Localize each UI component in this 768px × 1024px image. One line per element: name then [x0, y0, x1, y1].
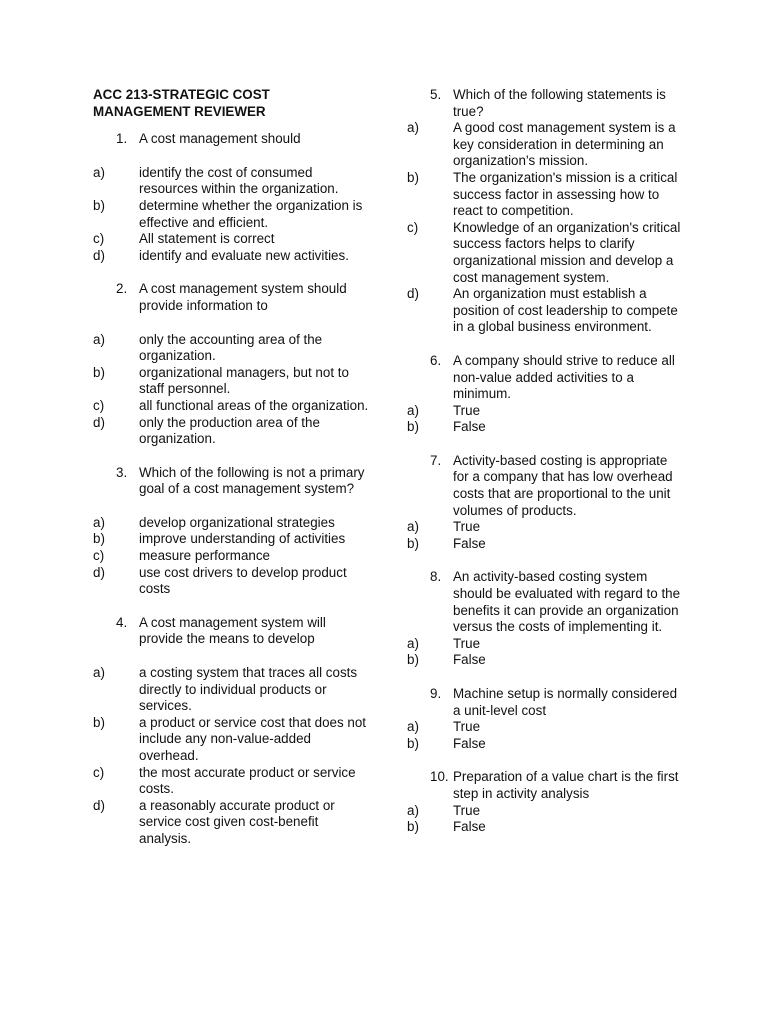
option-text: a product or service cost that does not include any non-value-added overhead.	[139, 714, 367, 763]
question-text: Preparation of a value chart is the first step in activity analysis	[453, 769, 679, 801]
answer-option	[93, 548, 373, 565]
spacer	[93, 498, 373, 515]
option-text: True	[453, 635, 481, 651]
option-text: a costing system that traces all costs directly to individual products or services.	[139, 665, 358, 714]
option-text: only the production area of the organization.	[139, 414, 320, 447]
document-title: ACC 213-STRATEGIC COST MANAGEMENT REVIEWER	[93, 87, 270, 119]
option-letter: c)	[93, 231, 105, 247]
option-text: True	[453, 719, 481, 735]
option-letter: a)	[407, 519, 419, 535]
question-block	[93, 465, 373, 615]
question-stem	[407, 569, 682, 635]
answer-option	[93, 165, 373, 198]
option-text: A good cost management system is a key consideration in determining an organization's mission.	[453, 120, 676, 169]
question-text: Activity-based costing is appropriate for a company that has low overhead costs that are proportional to the unit volumes of products.	[453, 452, 673, 518]
right-column	[407, 87, 682, 836]
option-letter: b)	[407, 735, 419, 751]
option-letter: a)	[407, 635, 419, 651]
question-block	[407, 686, 682, 769]
question-stem	[93, 131, 373, 148]
question-text: Machine setup is normally considered a unit-level cost	[453, 686, 678, 718]
answer-option	[93, 565, 373, 598]
option-text: organizational managers, but not to staff personnel.	[139, 364, 349, 397]
question-stem	[93, 615, 373, 648]
option-text: False	[453, 735, 486, 751]
option-text: all functional areas of the organization.	[139, 397, 369, 413]
answer-option	[407, 403, 682, 420]
option-letter: a)	[407, 120, 419, 136]
left-column	[93, 87, 373, 848]
answer-option	[407, 736, 682, 753]
question-number: 4.	[116, 614, 128, 630]
option-text: identify the cost of consumed resources within the organization.	[139, 164, 339, 197]
answer-option	[407, 120, 682, 170]
spacer	[93, 648, 373, 665]
spacer	[407, 336, 682, 353]
option-text: False	[453, 652, 486, 668]
option-text: An organization must establish a position of cost leadership to compete in a global business environment.	[453, 286, 678, 335]
answer-option	[93, 415, 373, 448]
option-letter: c)	[93, 397, 105, 413]
option-letter: c)	[93, 548, 105, 564]
spacer	[93, 148, 373, 165]
spacer	[407, 752, 682, 769]
option-letter: a)	[407, 802, 419, 818]
question-text: Which of the following is not a primary goal of a cost management system?	[139, 464, 365, 497]
question-block	[407, 453, 682, 570]
question-text: A cost management system should provide information to	[139, 281, 347, 313]
option-list	[93, 515, 373, 598]
option-letter: b)	[93, 197, 105, 213]
answer-option	[93, 398, 373, 415]
option-letter: d)	[93, 247, 105, 263]
question-stem	[407, 686, 682, 719]
option-text: True	[453, 802, 481, 818]
spacer	[407, 669, 682, 686]
question-number: 7.	[430, 452, 442, 468]
option-list	[407, 403, 682, 436]
answer-option	[93, 515, 373, 532]
option-letter: d)	[93, 414, 105, 430]
question-block	[93, 131, 373, 281]
answer-option	[93, 665, 373, 715]
option-letter: a)	[93, 514, 105, 530]
question-number: 10.	[430, 769, 449, 785]
question-block	[407, 87, 682, 353]
spacer	[407, 552, 682, 569]
question-block	[407, 569, 682, 686]
option-text: determine whether the organization is effective and efficient.	[139, 197, 363, 230]
option-text: True	[453, 519, 481, 535]
option-text: only the accounting area of the organization.	[139, 331, 323, 364]
spacer	[93, 448, 373, 465]
option-text: False	[453, 535, 486, 551]
left-question-list	[93, 131, 373, 847]
answer-option	[407, 220, 682, 286]
option-list	[407, 636, 682, 669]
option-letter: b)	[407, 652, 419, 668]
answer-option	[407, 536, 682, 553]
question-number: 8.	[430, 569, 442, 585]
question-stem	[407, 353, 682, 403]
option-list	[407, 803, 682, 836]
option-text: False	[453, 419, 486, 435]
option-letter: a)	[407, 719, 419, 735]
option-text: identify and evaluate new activities.	[139, 247, 349, 263]
answer-option	[407, 652, 682, 669]
option-text: All statement is correct	[139, 231, 275, 247]
answer-option	[407, 819, 682, 836]
question-block	[407, 353, 682, 453]
right-question-list	[407, 87, 682, 836]
answer-option	[93, 531, 373, 548]
option-letter: a)	[93, 665, 105, 681]
option-text: a reasonably accurate product or service cost given cost-benefit analysis.	[139, 797, 335, 846]
option-letter: b)	[93, 714, 105, 730]
option-list	[407, 519, 682, 552]
question-stem	[93, 465, 373, 498]
option-text: develop organizational strategies	[139, 514, 335, 530]
question-stem	[407, 769, 682, 802]
option-letter: d)	[93, 797, 105, 813]
option-list	[93, 665, 373, 848]
question-text: A cost management system will provide the means to develop	[139, 614, 326, 647]
option-letter: c)	[407, 219, 419, 235]
option-list	[407, 719, 682, 752]
option-text: use cost drivers to develop product costs	[139, 564, 347, 597]
question-number: 2.	[116, 281, 128, 297]
answer-option	[93, 798, 373, 848]
spacer	[407, 436, 682, 453]
option-list	[93, 332, 373, 448]
answer-option	[407, 636, 682, 653]
question-text: An activity-based costing system should be evaluated with regard to the benefits it can provide an organization versus the costs of implementing it.	[453, 569, 681, 635]
option-list	[93, 165, 373, 265]
spacer	[93, 264, 373, 281]
question-number: 6.	[430, 352, 442, 368]
option-letter: b)	[407, 535, 419, 551]
option-text: improve understanding of activities	[139, 531, 346, 547]
option-letter: c)	[93, 764, 105, 780]
option-text: False	[453, 819, 486, 835]
answer-option	[93, 248, 373, 265]
option-list	[407, 120, 682, 336]
option-letter: d)	[93, 564, 105, 580]
option-letter: d)	[407, 286, 419, 302]
option-text: Knowledge of an organization's critical success factors helps to clarify organizational mission and develop a cost management system.	[453, 219, 681, 285]
spacer	[93, 315, 373, 332]
option-letter: b)	[407, 419, 419, 435]
answer-option	[407, 419, 682, 436]
question-number: 1.	[116, 131, 128, 147]
answer-option	[407, 719, 682, 736]
answer-option	[407, 803, 682, 820]
answer-option	[407, 170, 682, 220]
option-text: the most accurate product or service costs.	[139, 764, 356, 797]
question-stem	[93, 281, 373, 314]
answer-option	[407, 286, 682, 336]
option-text: measure performance	[139, 548, 270, 564]
question-number: 3.	[116, 464, 128, 480]
question-block	[93, 281, 373, 464]
option-letter: b)	[93, 531, 105, 547]
question-block	[93, 615, 373, 848]
question-text: Which of the following statements is true?	[453, 87, 666, 119]
answer-option	[93, 332, 373, 365]
answer-option	[93, 198, 373, 231]
answer-option	[93, 231, 373, 248]
option-letter: b)	[407, 169, 419, 185]
question-block	[407, 769, 682, 835]
option-letter: b)	[93, 364, 105, 380]
answer-option	[93, 365, 373, 398]
answer-option	[93, 715, 373, 765]
question-text: A company should strive to reduce all non-value added activities to a minimum.	[453, 352, 675, 402]
spacer	[93, 598, 373, 615]
option-text: The organization's mission is a critical success factor in assessing how to react to competition.	[453, 169, 678, 219]
answer-option	[93, 765, 373, 798]
question-stem	[407, 453, 682, 519]
option-letter: a)	[93, 331, 105, 347]
option-letter: b)	[407, 819, 419, 835]
option-letter: a)	[407, 402, 419, 418]
option-letter: a)	[93, 164, 105, 180]
answer-option	[407, 519, 682, 536]
question-number: 5.	[430, 87, 442, 102]
question-number: 9.	[430, 686, 442, 701]
question-text: A cost management should	[139, 131, 301, 147]
question-stem	[407, 87, 682, 120]
option-text: True	[453, 402, 481, 418]
